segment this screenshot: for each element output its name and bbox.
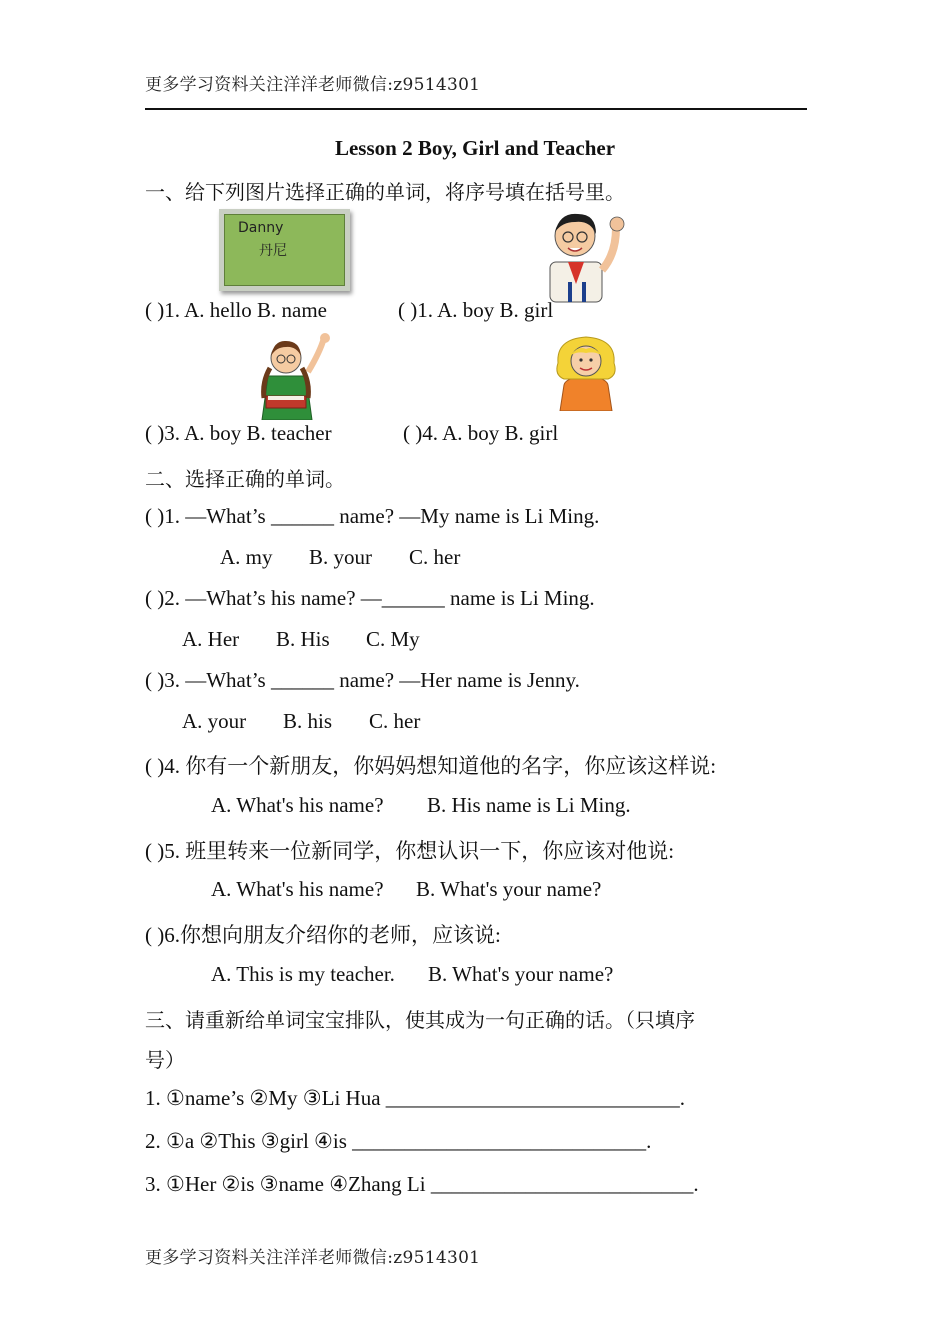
option-a: A. What's his name? xyxy=(211,877,384,901)
s2-q6-options xyxy=(211,962,613,987)
option-a: A. This is my teacher. xyxy=(211,962,395,986)
option-c: C. her xyxy=(409,545,461,569)
page-footer-text: 更多学习资料关注洋洋老师微信:z9514301 xyxy=(145,1248,481,1268)
s3-item-2: 2. ①a ②This ③girl ④is ____________________________. xyxy=(145,1129,652,1153)
boy-waving-image xyxy=(530,204,630,304)
s2-question-6: ( )6.你想向朋友介绍你的老师，应该说: xyxy=(145,923,501,947)
section3-heading-line1: 三、请重新给单词宝宝排队，使其成为一句正确的话。（只填序 xyxy=(145,1008,695,1032)
name-card-zh: 丹尼 xyxy=(259,243,287,259)
option-b: B. His name is Li Ming. xyxy=(427,793,631,817)
s1-item-3: ( )3. A. boy B. teacher xyxy=(145,421,332,445)
s1-item-2: ( )1. A. boy B. girl xyxy=(398,298,554,322)
s1-item-4: ( )4. A. boy B. girl xyxy=(403,421,559,445)
answer-paren[interactable]: ( ) xyxy=(145,421,165,445)
s3-item-3: 3. ①Her ②is ③name ④Zhang Li _________________________. xyxy=(145,1172,699,1196)
s2-question-3: ( )3. —What’s ______ name? —Her name is Jenny. xyxy=(145,668,580,692)
teacher-image xyxy=(250,332,336,420)
option-c: C. her xyxy=(369,709,421,733)
s2-q4-options xyxy=(211,793,631,818)
option-a: A. your xyxy=(182,709,247,733)
page-title: Lesson 2 Boy, Girl and Teacher xyxy=(334,136,616,160)
s2-question-2: ( )2. —What’s his name? —______ name is Li Ming. xyxy=(145,586,595,610)
s2-question-4: ( )4. 你有一个新朋友，你妈妈想知道他的名字，你应该这样说: xyxy=(145,754,717,778)
s1-item-1: ( )1. A. hello B. name xyxy=(145,298,327,322)
option-c: C. My xyxy=(366,627,420,651)
option-b: B. your xyxy=(309,545,372,569)
girl-image xyxy=(552,333,620,411)
option-b: B. His xyxy=(276,627,330,651)
option-b: B. What's your name? xyxy=(428,962,614,986)
option-b: B. his xyxy=(283,709,333,733)
s2-q3-options xyxy=(182,709,420,734)
option-a: A. Her xyxy=(182,627,240,651)
s2-q1-options xyxy=(220,545,460,570)
answer-paren[interactable]: ( ) xyxy=(145,298,165,322)
header-divider xyxy=(145,108,807,110)
section3-heading-line2: 号） xyxy=(145,1048,185,1072)
page-header-text: 更多学习资料关注洋洋老师微信:z9514301 xyxy=(145,75,481,95)
s2-q2-options xyxy=(182,627,420,652)
answer-paren[interactable]: ( ) xyxy=(403,421,423,445)
s2-question-1: ( )1. —What’s ______ name? —My name is Li Ming. xyxy=(145,504,600,528)
section2-heading: 二、选择正确的单词。 xyxy=(145,467,345,491)
option-b: B. What's your name? xyxy=(416,877,602,901)
s2-question-5: ( )5. 班里转来一位新同学，你想认识一下，你应该对他说: xyxy=(145,839,675,863)
danny-name-card-image xyxy=(219,209,350,291)
s3-item-1: 1. ①name’s ②My ③Li Hua ____________________________. xyxy=(145,1086,686,1110)
option-a: A. What's his name? xyxy=(211,793,384,817)
section1-heading: 一、给下列图片选择正确的单词，将序号填在括号里。 xyxy=(145,180,625,204)
answer-paren[interactable]: ( ) xyxy=(398,298,418,322)
name-card-en: Danny xyxy=(238,220,284,236)
s2-q5-options xyxy=(211,877,601,902)
option-a: A. my xyxy=(220,545,273,569)
